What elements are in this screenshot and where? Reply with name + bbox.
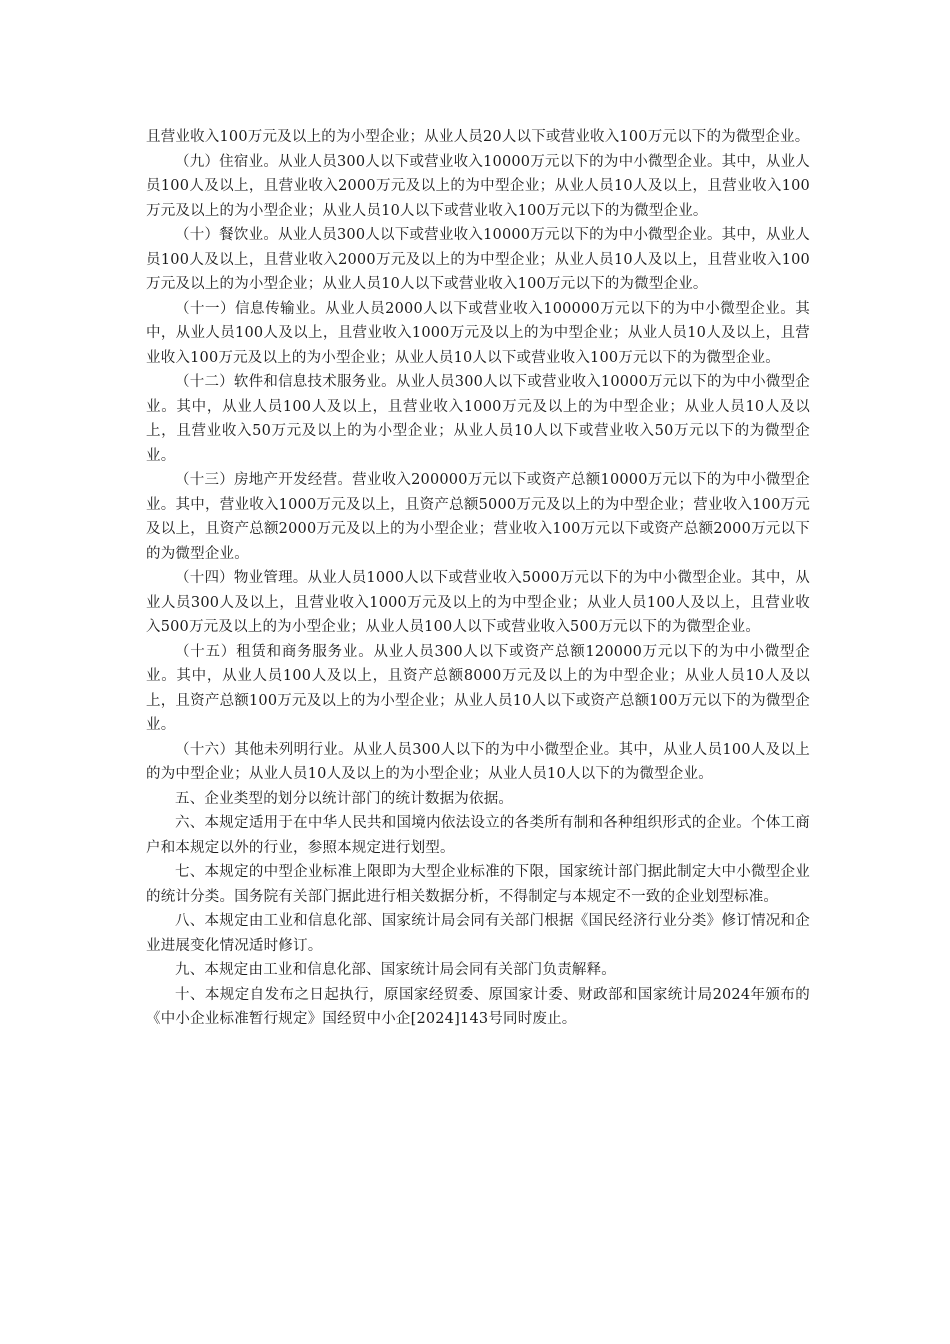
- paragraph-article-10: 十、本规定自发布之日起执行，原国家经贸委、原国家计委、财政部和国家统计局2024年颁布的《中小企业标准暂行规定》国经贸中小企[2024]143号同时废止。: [146, 986, 810, 1027]
- paragraph-article-5: 五、企业类型的划分以统计部门的统计数据为依据。: [175, 790, 514, 807]
- paragraph-accommodation: （九）住宿业。从业人员300人以下或营业收入10000万元以下的为中小微型企业。其中，从业人员100人及以上，且营业收入2000万元及以上的为中型企业；从业人员10人及以上，且营业收入100万元及以上的为小型企业；从业人员10人以下或营业收入100万元以下的为微型企业。: [146, 153, 810, 219]
- paragraph-continuation: 且营业收入100万元及以上的为小型企业；从业人员20人以下或营业收入100万元以下的为微型企业。: [146, 129, 810, 145]
- paragraph-information-transmission: （十一）信息传输业。从业人员2000人以下或营业收入100000万元以下的为中小微型企业。其中，从业人员100人及以上，且营业收入1000万元及以上的为中型企业；从业人员10人及以上，且营业收入100万元及以上的为小型企业；从业人员10人以下或营业收入100万元以下的为微型企业。: [146, 300, 810, 366]
- paragraph-catering: （十）餐饮业。从业人员300人以下或营业收入10000万元以下的为中小微型企业。其中，从业人员100人及以上，且营业收入2000万元及以上的为中型企业；从业人员10人及以上，且营业收入100万元及以上的为小型企业；从业人员10人以下或营业收入100万元以下的为微型企业。: [146, 227, 810, 292]
- paragraph-other-industries: （十六）其他未列明行业。从业人员300人以下的为中小微型企业。其中，从业人员100人及以上的为中型企业；从业人员10人及以上的为小型企业；从业人员10人以下的为微型企业。: [146, 741, 810, 782]
- paragraph-article-6: 六、本规定适用于在中华人民共和国境内依法设立的各类所有制和各种组织形式的企业。个体工商户和本规定以外的行业，参照本规定进行划型。: [146, 815, 810, 856]
- paragraph-article-7: 七、本规定的中型企业标准上限即为大型企业标准的下限，国家统计部门据此制定大中小微型企业的统计分类。国务院有关部门据此进行相关数据分析，不得制定与本规定不一致的企业划型标准。: [146, 864, 810, 905]
- paragraph-real-estate: （十三）房地产开发经营。营业收入200000万元以下或资产总额10000万元以下的为中小微型企业。其中，营业收入1000万元及以上，且资产总额5000万元及以上的为中型企业；营业收入100万元及以上，且资产总额2000万元及以上的为小型企业；营业收入100万元以下或资产总额2000万元以下的为微型企业。: [146, 472, 810, 562]
- paragraph-software-it-services: （十二）软件和信息技术服务业。从业人员300人以下或营业收入10000万元以下的为中小微型企业。其中，从业人员100人及以上，且营业收入1000万元及以上的为中型企业；从业人员10人及以上，且营业收入50万元及以上的为小型企业；从业人员10人以下或营业收入50万元以下的为微型企业。: [146, 374, 810, 464]
- paragraph-article-9: 九、本规定由工业和信息化部、国家统计局会同有关部门负责解释。: [175, 962, 616, 978]
- paragraph-leasing-business-services: （十五）租赁和商务服务业。从业人员300人以下或资产总额120000万元以下的为中小微型企业。其中，从业人员100人及以上，且资产总额8000万元及以上的为中型企业；从业人员10人及以上，且资产总额100万元及以上的为小型企业；从业人员10人以下或资产总额100万元以下的为微型企业。: [146, 643, 810, 733]
- paragraph-article-8: 八、本规定由工业和信息化部、国家统计局会同有关部门根据《国民经济行业分类》修订情况和企业进展变化情况适时修订。: [146, 913, 810, 954]
- paragraph-property-management: （十四）物业管理。从业人员1000人以下或营业收入5000万元以下的为中小微型企业。其中，从业人员300人及以上，且营业收入1000万元及以上的为中型企业；从业人员100人及以上，且营业收入500万元及以上的为小型企业；从业人员100人以下或营业收入500万元以下的为微型企业。: [146, 570, 810, 635]
- document-body: [146, 125, 810, 1032]
